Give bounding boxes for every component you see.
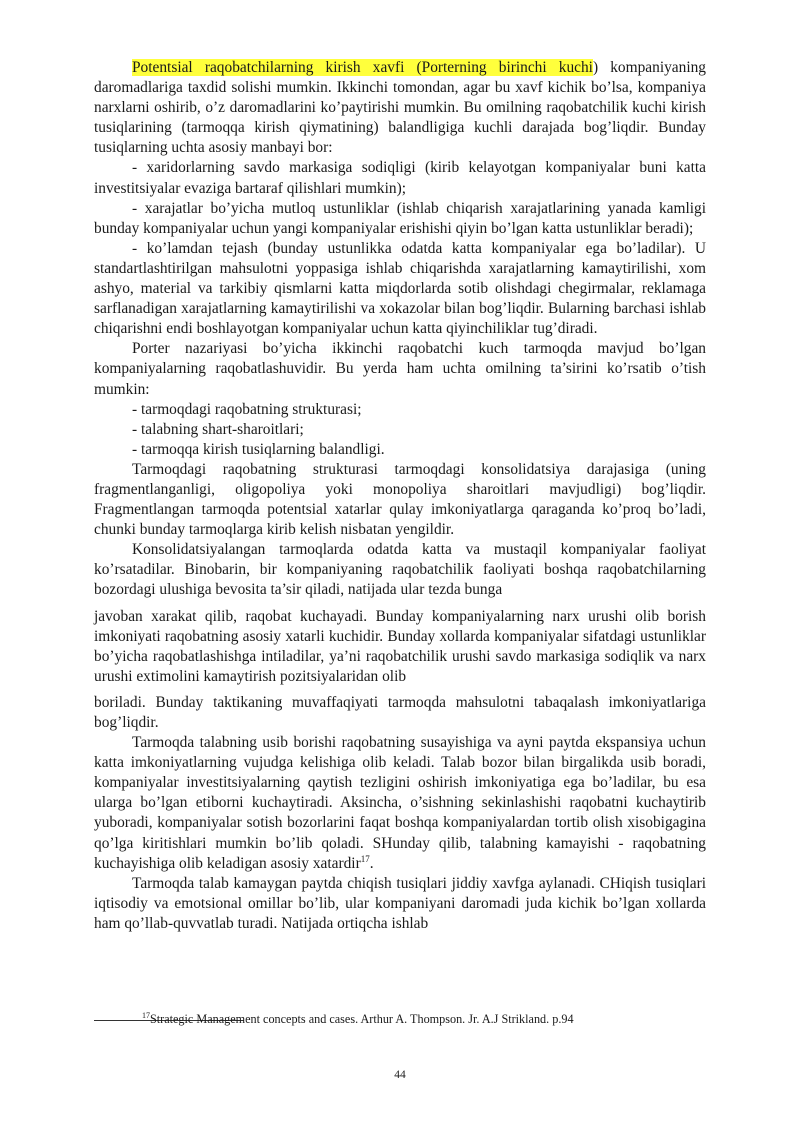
footnote xyxy=(94,1012,706,1027)
list-item-demand: - talabning shart-sharoitlari; xyxy=(132,420,304,438)
list-item-structure: - tarmoqdagi raqobatning strukturasi; xyxy=(132,400,362,418)
paragraph-demand-growth-text: Tarmoqda talabning usib borishi raqobatning susayishiga va ayni paytda ekspansiya uchun katta imkoniyatlarning vujudga kelishiga olib keladi. Talab bozor bilan birgalikda usib boradi, kompaniyalar investitsiyalarning qaytish tezligini oshirish imkoniyatiga ega bo’ladilar, bu esa ularga bo’lgan etiborni kuchaytiradi. Aksincha, o’sishning sekinlashishi raqobatni kuchaytirib yuboradi, kompaniyalar sotish bozorlarini faqat boshqa kompaniyalardan tortib olish xisobigagina qo’lga kiritishlari mumkin bo’lib qoladi. SHunday qilib, talabning kamayishi - raqobatning kuchayishiga olib keladigan asosiy xatardir xyxy=(94,734,706,872)
paragraph-exit-barriers: Tarmoqda talab kamaygan paytda chiqish tusiqlari jiddiy xavfga aylanadi. CHiqish tusiqlari iqtisodiy va emotsional omillar bo’lib, ular kompaniyani daromadi juda kichik bo’lgan xollarda ham qo’llab-quvvatlab turadi. Natijada ortiqcha ishlab xyxy=(94,874,706,932)
list-item-brand-loyalty: - xaridorlarning savdo markasiga sodiqligi (kirib kelayotgan kompaniyalar buni katta investitsiyalar evaziga bartaraf qilishlari mumkin); xyxy=(94,159,706,197)
paragraph-demand-growth-end: . xyxy=(369,854,374,872)
footnote-citation: Strategic Management concepts and cases. Arthur A. Thompson. Jr. A.J Strikland. p.94 xyxy=(150,1012,574,1026)
paragraph-intro xyxy=(94,58,706,158)
paragraph-structure: Tarmoqdagi raqobatning strukturasi tarmoqdagi konsolidatsiya darajasiga (uning fragmentlanganligi, oligopoliya yoki monopoliya sharoitlari mavjudligi) bog’liqdir. Fragmentlangan tarmoqda potentsial xatarlar qulay imkoniyatlarga qaraganda ko’proq bo’ladi, chunki bunday tarmoqlarga kirib kelish nisbatan yengildir. xyxy=(94,460,706,539)
list-item-economies-of-scale: - ko’lamdan tejash (bunday ustunlikka odatda katta kompaniyalar ega bo’ladilar). U standartlashtirilgan mahsulotni yoppasiga ishlab chiqarishda xarajatlarning kamaytirilishi, xom ashyo, material va tarkibiy qismlarni katta miqdorlarda sotib olishdagi chegirmalar, reklamaga sarflanadigan xarajatlarning kamaytirilishi va xokazolar bilan bog’liqdir. Bularning barchasi ishlab chiqarishni endi boshlayotgan kompaniyalar uchun katta qiyinchiliklar tug’diradi. xyxy=(94,239,706,338)
page-number: 44 xyxy=(394,1069,406,1081)
footnote-text xyxy=(94,1012,706,1027)
paragraph-second-force: Porter nazariyasi bo’yicha ikkinchi raqobatchi kuch tarmoqda mavjud bo’lgan kompaniyalarning raqobatlashuvidir. Bu yerda ham uchta omilning ta’sirini ko’rsatib o’tish mumkin: xyxy=(94,340,706,398)
footnote-reference[interactable]: 17 xyxy=(360,853,370,864)
paragraph-intro-text: ) kompaniyaning daromadlariga taxdid solishi mumkin. Ikkinchi tomondan, agar bu xavf kichik bo’lsa, kompaniya narxlarni oshirib, o’z daromadlarini ko’paytirishi mumkin. Bu omilning raqobatchilik kuchi kirish tusiqlarining (tarmoqqa kirish qiymatining) balandligiga kuchli darajada bog’liqdir. Bunday tusiqlarning uchta asosiy manbayi bor: xyxy=(94,59,706,157)
list-item-entry-barriers: - tarmoqqa kirish tusiqlarning balandligi. xyxy=(132,440,385,458)
paragraph-demand-growth xyxy=(94,733,706,874)
page-body xyxy=(94,58,706,934)
highlighted-heading-text: Potentsial raqobatchilarning kirish xavfi (Porterning birinchi kuchi xyxy=(132,59,593,76)
paragraph-consolidated-b: javoban xarakat qilib, raqobat kuchayadi. Bunday kompaniyalarning narx urushi olib borish imkoniyati raqobatning asosiy xatarli kuchidir. Bunday xollarda kompaniyalar sifatdagi ustunliklar bo’yicha raqobatlashishga intiladilar, ya’ni raqobatchilik urushi savdo markasiga sodiqlik va narx urushi extimolini kamaytirish pozitsiyalaridan olib xyxy=(94,607,706,685)
paragraph-consolidated-a: Konsolidatsiyalangan tarmoqlarda odatda katta va mustaqil kompaniyalar faoliyat ko’rsatadilar. Binobarin, bir kompaniyaning raqobatchilik faoliyati boshqa raqobatchilarning bozordagi ulushiga bevosita ta’sir qiladi, natijada ular tezda bunga xyxy=(94,541,706,599)
paragraph-consolidated-c: boriladi. Bunday taktikaning muvaffaqiyati tarmoqda mahsulotni tabaqalash imkoniyatlariga bog’liqdir. xyxy=(94,693,706,731)
footnote-marker: 17 xyxy=(142,1010,150,1020)
list-item-cost-advantage: - xarajatlar bo’yicha mutloq ustunliklar (ishlab chiqarish xarajatlarining yanada kamligi bunday kompaniyalar uchun yangi kompaniyalar erishishi qiyin bo’lgan katta ustunliklar beradi); xyxy=(94,199,706,237)
